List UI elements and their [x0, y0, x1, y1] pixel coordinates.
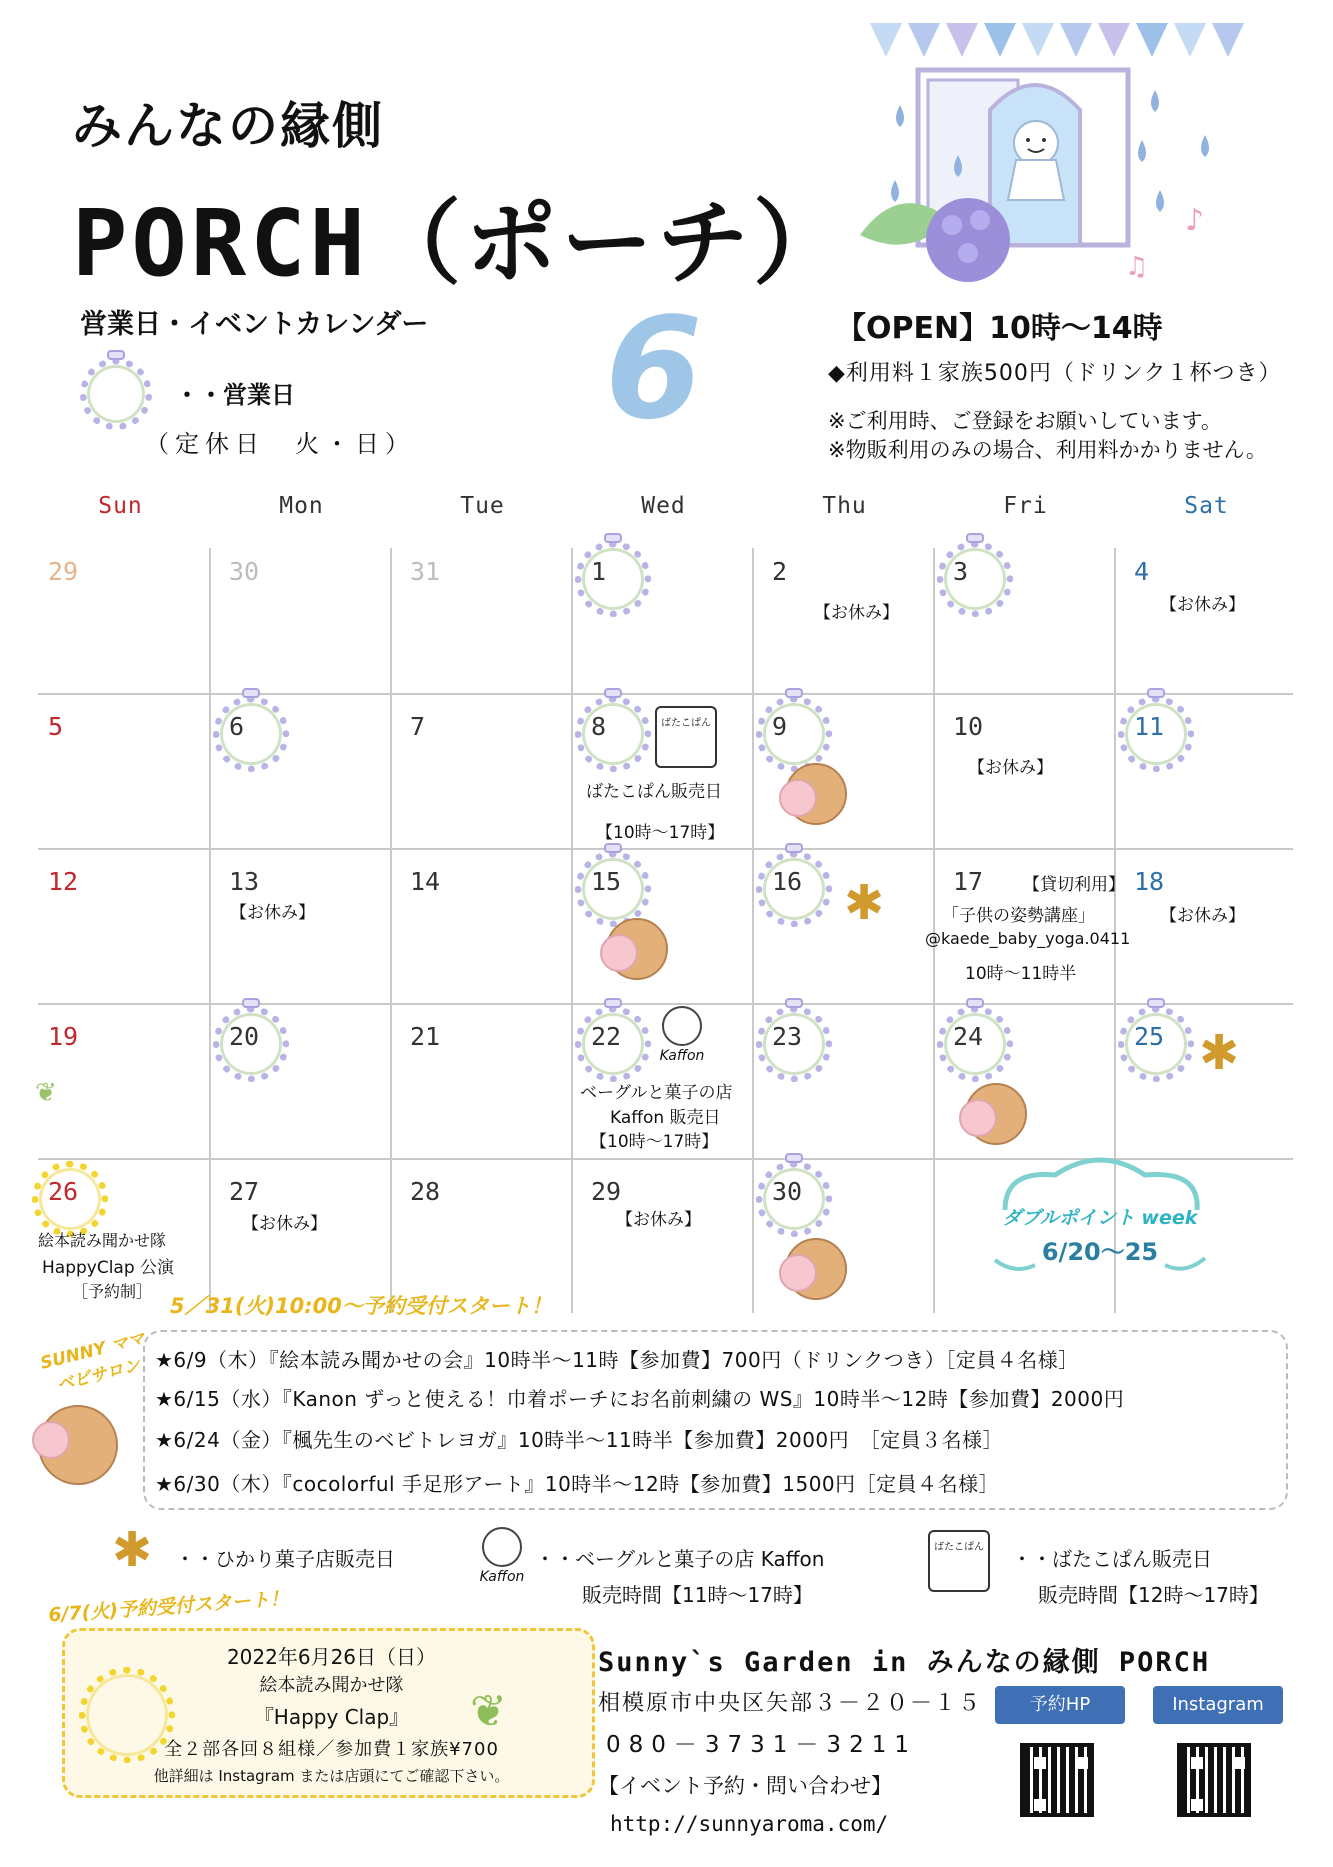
day-number: 6 [229, 712, 245, 741]
day-number: 17 [953, 867, 984, 896]
weekday-label: Tue [460, 493, 505, 519]
day-number: 12 [48, 867, 79, 896]
day-number: 14 [410, 867, 441, 896]
day-number: 21 [410, 1022, 441, 1051]
calendar-day-cell [211, 543, 392, 698]
open-day-wreath-icon [937, 541, 1013, 617]
event-item: ★6/24（金）『楓先生のベビトレヨガ』10時半～11時半【参加費】2000円 ［定員３名様］ [155, 1428, 1004, 1452]
title-line1: みんなの縁側 [72, 97, 384, 155]
kaffon-legend-line1: ・・ベーグルと菓子の店 Kaffon [535, 1547, 825, 1571]
day-number: 24 [953, 1022, 984, 1051]
bow-icon [242, 688, 260, 698]
website-url[interactable]: http://sunnyaroma.com/ [610, 1812, 889, 1836]
day-number: 30 [772, 1177, 803, 1206]
day-number: 8 [591, 712, 607, 741]
day-number: 7 [410, 712, 426, 741]
bow-icon [785, 998, 803, 1008]
closed-note-jun2: 【お休み】 [814, 603, 899, 623]
double-point-label: ダブルポイント week [1002, 1207, 1198, 1229]
calendar-day-cell [573, 1163, 754, 1318]
event-list [143, 1330, 1288, 1510]
charter-time: 10時～11時半 [965, 964, 1077, 984]
open-day-wreath-icon [575, 541, 651, 617]
title-line2: PORCH（ポーチ） [72, 190, 849, 297]
happyclap-name: 『Happy Clap』 [253, 1705, 410, 1729]
inquiry-label: 【イベント予約・問い合わせ】 [598, 1774, 892, 1798]
day-number: 23 [772, 1022, 803, 1051]
gingerbread-icon: ✱ [111, 1522, 153, 1578]
charter-account: @kaede_baby_yoga.0411 [925, 929, 1131, 948]
calendar-day-cell [1116, 543, 1297, 698]
calendar-day-cell [211, 1008, 392, 1163]
day-number: 11 [1134, 712, 1165, 741]
weekday-label: Thu [822, 493, 867, 519]
event-item: ★6/30（木）『cocolorful 手足形アート』10時半～12時【参加費】1500円［定員４名様］ [155, 1472, 1000, 1496]
kaffon-sale-line2: Kaffon 販売日 [610, 1108, 721, 1128]
calendar-day-cell [392, 543, 573, 698]
bow-icon [785, 843, 803, 853]
kaffon-sale-time: 【10時～17時】 [590, 1132, 719, 1152]
calendar-day-cell [392, 698, 573, 853]
registration-note: ※ご利用時、ご登録をお願いしています。 [828, 409, 1222, 433]
calendar-day-cell [30, 853, 211, 1008]
bow-icon [242, 998, 260, 1008]
charter-event: 「子供の姿勢講座」 [942, 906, 1095, 926]
baby-bear-icon [38, 1405, 118, 1485]
day-number: 9 [772, 712, 788, 741]
calendar-day-cell [211, 853, 392, 1008]
mama-baby-salon-label: SUNNY ママベビサロン [38, 1328, 147, 1396]
double-point-dates: 6/20～25 [1041, 1238, 1159, 1266]
event-item: ★6/9（木）『絵本読み聞かせの会』10時半～11時【参加費】700円（ドリンクつき）［定員４名様］ [155, 1348, 1079, 1372]
calendar-day-cell [392, 1008, 573, 1163]
happyclap-more-info: 他詳細は Instagram または店頭にてご確認下さい。 [153, 1767, 510, 1785]
batakopan-sale-day: ばたこぱん販売日 [586, 782, 722, 802]
usage-fee: ◆利用料１家族500円（ドリンク１杯つき） [828, 361, 1282, 386]
bow-icon [604, 843, 622, 853]
happyclap-date: 2022年6月26日（日） [226, 1645, 437, 1669]
closed-note-jun27: 【お休み】 [242, 1214, 327, 1234]
day-number: 2 [772, 557, 788, 586]
baby-bear-icon [785, 763, 847, 825]
open-day-wreath-icon [213, 696, 289, 772]
baby-bear-icon [785, 1238, 847, 1300]
instagram-ribbon: Instagram [1153, 1686, 1283, 1724]
day-number: 19 [48, 1022, 79, 1051]
store-address: 相模原市中央区矢部３－２０－１５ [598, 1691, 983, 1716]
bow-icon [1147, 688, 1165, 698]
instagram-qr-icon[interactable] [1177, 1743, 1251, 1817]
open-day-wreath-icon [575, 696, 651, 772]
weekday-label: Wed [641, 493, 686, 519]
calendar-day-cell [211, 698, 392, 853]
leaf-sprig-icon: ❦ [470, 1686, 507, 1737]
calendar-day-cell [30, 698, 211, 853]
day-number: 16 [772, 867, 803, 896]
happyclap-group: 絵本読み聞かせ隊 [259, 1675, 404, 1696]
calendar-day-cell [754, 1008, 935, 1163]
closed-days: （定休日 火・日） [145, 430, 415, 458]
svg-text:♪: ♪ [1185, 203, 1205, 238]
kaffon-sale-line1: ベーグルと菓子の店 [580, 1083, 733, 1103]
kaffon-logo-icon: Kaffon [655, 1006, 709, 1068]
weekday-label: Fri [1003, 493, 1048, 519]
month-calendar [30, 493, 1300, 1301]
double-point-badge [985, 1150, 1215, 1280]
closed-note-jun13: 【お休み】 [230, 903, 315, 923]
day-number: 26 [48, 1177, 79, 1206]
bow-icon [966, 533, 984, 543]
happyclap-line3: ［予約制］ [72, 1282, 153, 1301]
bow-icon [785, 1153, 803, 1163]
day-number: 1 [591, 557, 607, 586]
charter-label: 【貸切利用】 [1023, 875, 1125, 895]
gingerbread-icon: ✱ [1198, 1025, 1240, 1081]
happyclap-detail: 全２部各回８組様／参加費１家族¥700 [164, 1739, 499, 1760]
calendar-day-cell [1116, 698, 1297, 853]
day-number: 13 [229, 867, 260, 896]
baby-bear-icon [606, 918, 668, 980]
open-day-wreath-icon [756, 696, 832, 772]
calendar-day-cell [392, 853, 573, 1008]
weekday-label: Sat [1184, 493, 1229, 519]
closed-note-jun10: 【お休み】 [968, 758, 1053, 778]
store-phone: 080－3731－3211 [606, 1732, 917, 1758]
calendar-day-cell [935, 1008, 1116, 1163]
reservation-hp-ribbon: 予約HP [995, 1686, 1125, 1724]
calendar-day-cell [935, 543, 1116, 698]
closed-note-jun29: 【お休み】 [616, 1210, 701, 1230]
bow-icon [966, 998, 984, 1008]
batakopan-legend-line2: 販売時間【12時～17時】 [1038, 1583, 1269, 1607]
kaffon-legend-line2: 販売時間【11時～17時】 [582, 1583, 813, 1607]
closed-note-jun18: 【お休み】 [1160, 906, 1245, 926]
reservation-qr-icon[interactable] [1020, 1743, 1094, 1817]
closed-note-jun4: 【お休み】 [1160, 595, 1245, 615]
day-number: 15 [591, 867, 622, 896]
weekday-label: Sun [98, 493, 143, 519]
bow-icon [604, 533, 622, 543]
day-number: 25 [1134, 1022, 1165, 1051]
calendar-day-cell [30, 543, 211, 698]
day-number: 20 [229, 1022, 260, 1051]
calendar-subtitle: 営業日・イベントカレンダー [80, 309, 429, 340]
event-item: ★6/15（水）『Kanon ずっと使える！巾着ポーチにお名前刺繍の WS』10時半～12時【参加費】2000円 [155, 1387, 1125, 1411]
bow-icon [604, 998, 622, 1008]
batakopan-legend-line1: ・・ばたこぱん販売日 [1012, 1547, 1212, 1571]
happyclap-info-box [62, 1628, 595, 1798]
calendar-day-cell [30, 1008, 211, 1163]
bunting-icon [870, 23, 1244, 57]
sales-note: ※物販利用のみの場合、利用料かかりません。 [828, 438, 1267, 462]
window-illustration [840, 15, 1290, 290]
calendar-day-cell [573, 543, 754, 698]
calendar-day-cell [573, 853, 754, 1008]
day-number: 29 [48, 557, 79, 586]
day-number: 22 [591, 1022, 622, 1051]
day-number: 5 [48, 712, 64, 741]
day-number: 4 [1134, 557, 1150, 586]
happyclap-line1: 絵本読み聞かせ隊 [38, 1231, 167, 1250]
weekday-label: Mon [279, 493, 324, 519]
day-number: 18 [1134, 867, 1165, 896]
bow-icon [785, 688, 803, 698]
day-number: 30 [229, 557, 260, 586]
day-number: 28 [410, 1177, 441, 1206]
day-number: 10 [953, 712, 984, 741]
calendar-day-cell [1116, 853, 1297, 1008]
kaffon-logo-icon: Kaffon [475, 1527, 529, 1589]
legend-open-day: ・・営業日 [175, 381, 295, 409]
happyclap-reservation-start: 6/7(火)予約受付スタート！ [47, 1587, 290, 1627]
gingerbread-icon: ✱ [843, 875, 885, 931]
month-number: 6 [605, 288, 703, 451]
reservation-start-note: 5／31(火)10:00～予約受付スタート！ [170, 1294, 552, 1318]
store-name: Sunny`s Garden in みんなの縁側 PORCH [598, 1647, 1211, 1678]
baby-bear-icon [965, 1083, 1027, 1145]
batakopan-sale-time: 【10時～17時】 [596, 823, 725, 843]
bow-icon [1147, 998, 1165, 1008]
day-number: 31 [410, 557, 441, 586]
day-number: 27 [229, 1177, 260, 1206]
leaf-sprig-icon: ❦ [35, 1078, 57, 1108]
happyclap-line2: HappyClap 公演 [42, 1258, 175, 1278]
hikari-sale-legend: ・・ひかり菓子店販売日 [175, 1547, 395, 1571]
bow-icon [604, 688, 622, 698]
calendar-day-cell [754, 1163, 935, 1318]
batakopan-logo-icon: ばたこぱん [928, 1530, 990, 1592]
day-number: 29 [591, 1177, 622, 1206]
day-number: 3 [953, 557, 969, 586]
svg-text:♫: ♫ [1125, 252, 1149, 282]
batakopan-logo-icon: ばたこぱん [655, 706, 717, 768]
calendar-day-cell [754, 698, 935, 853]
open-hours: 【OPEN】10時～14時 [836, 311, 1163, 346]
legend-wreath-icon [80, 358, 152, 430]
